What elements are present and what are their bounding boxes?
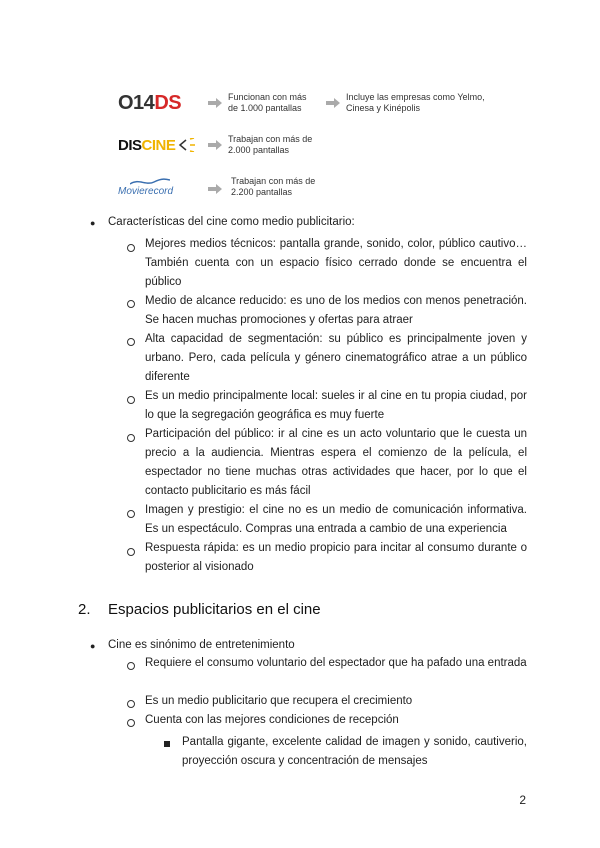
list-item: Medio de alcance reducido: es uno de los medios con menos penetración. Se hacen muchas promociones y ofertas para atraer: [145, 295, 527, 326]
arrow-right-icon: [208, 98, 222, 108]
cinesa-logo: O14 DS: [118, 91, 182, 114]
list-item: Mejores medios técnicos: pantalla grande, sonido, color, público cautivo… También cuenta con un espacio físico cerrado donde se encuentra el público: [145, 238, 527, 288]
movierecord-logo: Movierecord: [118, 172, 173, 202]
circle-bullet-icon: [127, 719, 135, 727]
logo-row-cinesa: [118, 88, 538, 118]
logo-note: Incluye las empresas como Yelmo, Cinesa y Kinépolis: [346, 92, 485, 113]
circle-bullet-icon: [127, 510, 135, 518]
section1-bullet: Características del cine como medio publicitario:: [108, 216, 355, 228]
list-item: Respuesta rápida: es un medio propicio para incitar al consumo durante o posterior al visionado: [145, 542, 527, 573]
logo-row-discine: [118, 130, 538, 160]
circle-bullet-icon: [127, 700, 135, 708]
logo-row-movierecord: [118, 172, 538, 202]
arrow-right-icon: [208, 184, 222, 194]
list-item: Imagen y prestigio: el cine no es un medio de comunicación informativa. Es un espectáculo. Compras una entrada a cambio de una experiencia: [145, 504, 527, 535]
square-bullet-icon: [164, 741, 170, 747]
discine-logo: DIS CINE: [118, 130, 196, 160]
page-number: 2: [519, 793, 526, 807]
list-item: Participación del público: ir al cine es un acto voluntario que le cuesta un precio a la audiencia. Mientras espera el comienzo de la película, el espectador no tiene muchas otras actividades que hacer, por lo que el contacto publicitario es más fácil: [145, 428, 527, 497]
circle-bullet-icon: [127, 338, 135, 346]
list-item: Alta capacidad de segmentación: su público es principalmente joven y urbano. Pero, cada película y género cinematográfico atrae a un público diferente: [145, 333, 527, 383]
list-item: Requiere el consumo voluntario del espectador que ha pafado una entrada: [145, 657, 527, 669]
logo-description: Trabajan con más de 2.000 pantallas: [228, 134, 313, 155]
circle-bullet-icon: [127, 300, 135, 308]
list-item: Es un medio principalmente local: sueles ir al cine en tu propia ciudad, por lo que la segregación geográfica es muy fuerte: [145, 390, 527, 421]
list-item: Es un medio publicitario que recupera el crecimiento: [145, 695, 413, 707]
circle-bullet-icon: [127, 244, 135, 252]
logo-description: Trabajan con más de 2.200 pantallas: [231, 176, 316, 197]
circle-bullet-icon: [127, 396, 135, 404]
circle-bullet-icon: [127, 434, 135, 442]
arrow-right-icon: [326, 98, 340, 108]
list-subitem: Pantalla gigante, excelente calidad de imagen y sonido, cautiverio, proyección oscura y concentración de mensajes: [182, 736, 527, 767]
bullet-icon: ●: [90, 641, 96, 651]
list-item: Cuenta con las mejores condiciones de recepción: [145, 714, 399, 726]
circle-bullet-icon: [127, 662, 135, 670]
logo-description: Funcionan con más de 1.000 pantallas: [228, 92, 307, 113]
section2-heading-number: 2.: [78, 601, 91, 618]
circle-bullet-icon: [127, 548, 135, 556]
bullet-icon: ●: [90, 218, 96, 228]
section2-heading: Espacios publicitarios en el cine: [108, 601, 321, 618]
arrow-right-icon: [208, 140, 222, 150]
section2-bullet: Cine es sinónimo de entretenimiento: [108, 639, 295, 651]
